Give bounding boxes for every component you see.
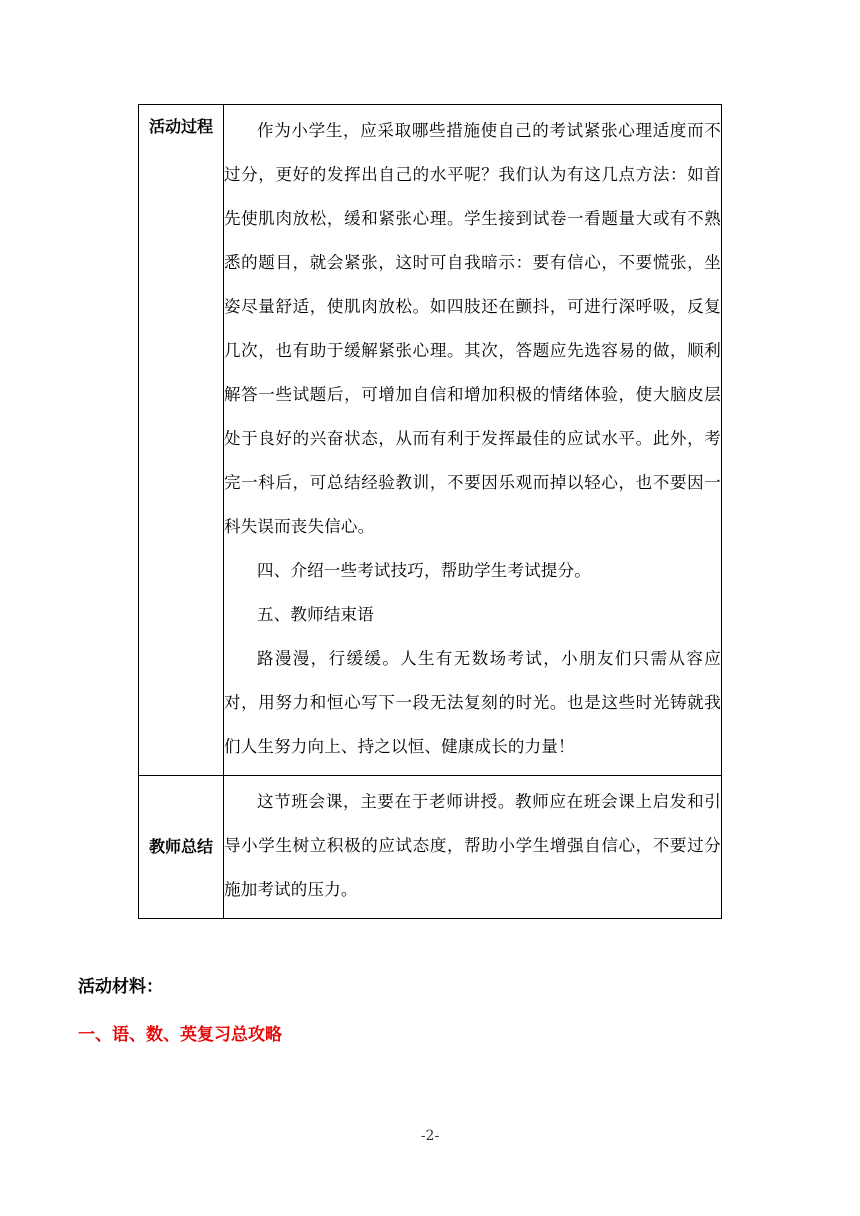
table-row-process [139,105,722,776]
paragraph-step-four: 四、介绍一些考试技巧，帮助学生考试提分。 [257,561,591,580]
activity-table [138,104,722,919]
section-heading: 一、语、数、英复习总攻略 [78,1025,282,1045]
paragraph-summary: 这节班会课，主要在于老师讲授。教师应在班会课上启发和引导小学生树立积极的应试态度，帮助小学生增强自信心，不要过分施加考试的压力。 [224,792,721,899]
row-content-process [224,105,722,776]
table-row-summary [139,776,722,919]
paragraph-step-five: 五、教师结束语 [257,605,374,624]
paragraph-closing: 路漫漫，行缓缓。人生有无数场考试，小朋友们只需从容应对，用努力和恒心写下一段无法复刻的时光。也是这些时光铸就我们人生努力向上、持之以恒、健康成长的力量！ [224,649,721,756]
row-label-summary: 教师总结 [139,776,224,919]
paragraph-methods: 作为小学生，应采取哪些措施使自己的考试紧张心理适度而不过分，更好的发挥出自己的水平呢？我们认为有这几点方法：如首先使肌肉放松，缓和紧张心理。学生接到试卷一看题量大或有不熟悉的题目，就会紧张，这时可自我暗示：要有信心，不要慌张，坐姿尽量舒适，使肌肉放松。如四肢还在颤抖，可进行深呼吸，反复几次，也有助于缓解紧张心理。其次，答题应先选容易的做，顺利解答一些试题后，可增加自信和增加积极的情绪体验，使大脑皮层处于良好的兴奋状态，从而有利于发挥最佳的应试水平。此外，考完一科后，可总结经验教训，不要因乐观而掉以轻心，也不要因一科失误而丧失信心。 [224,121,721,536]
row-content-summary [224,776,722,919]
row-label-process: 活动过程 [139,105,224,776]
page-number: -2- [420,1128,440,1144]
materials-heading: 活动材料： [78,977,163,997]
